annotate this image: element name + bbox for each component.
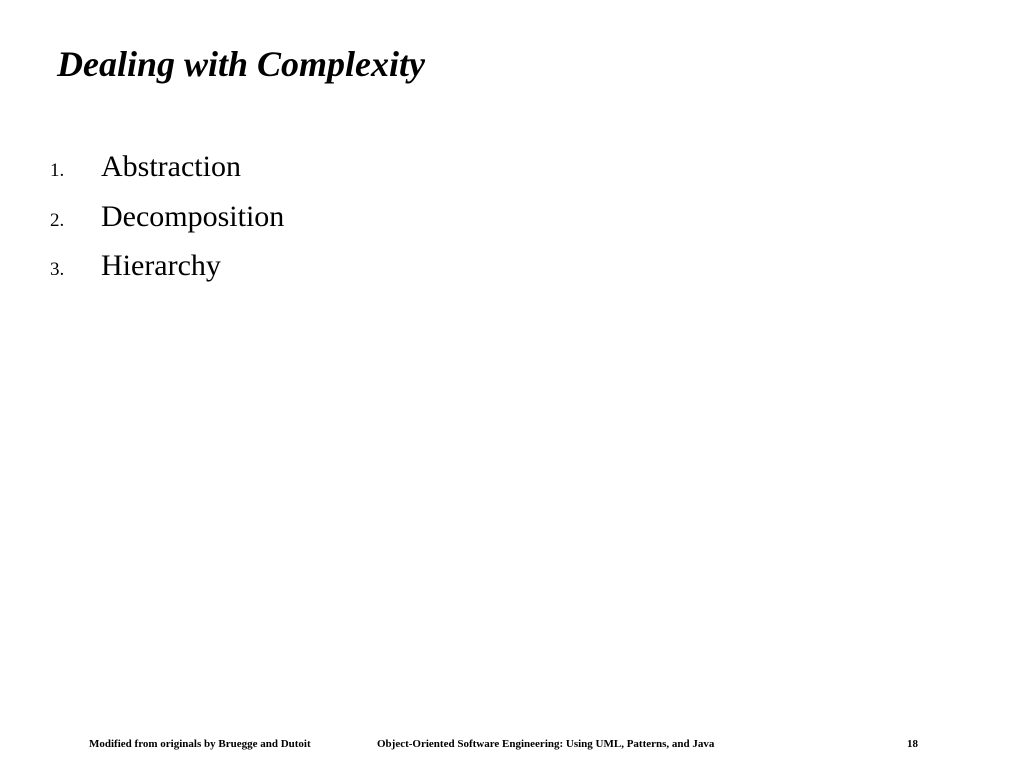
list-item-text: Abstraction [101,150,241,183]
slide-title: Dealing with Complexity [57,44,426,84]
footer-course-title: Object-Oriented Software Engineering: Using UML, Patterns, and Java [377,738,715,750]
list-item-text: Decomposition [101,199,285,233]
list-item [50,146,284,196]
list-item-text: Hierarchy [101,249,221,282]
list-item-number: 2. [50,209,65,231]
list-item [50,196,284,246]
numbered-list [50,146,284,295]
footer-attribution: Modified from originals by Bruegge and Dutoit [89,738,311,750]
slide-footer [0,736,1024,752]
list-item [50,245,284,295]
list-item-number: 1. [50,160,65,181]
list-item-number: 3. [50,259,65,280]
page-number: 18 [907,738,918,750]
